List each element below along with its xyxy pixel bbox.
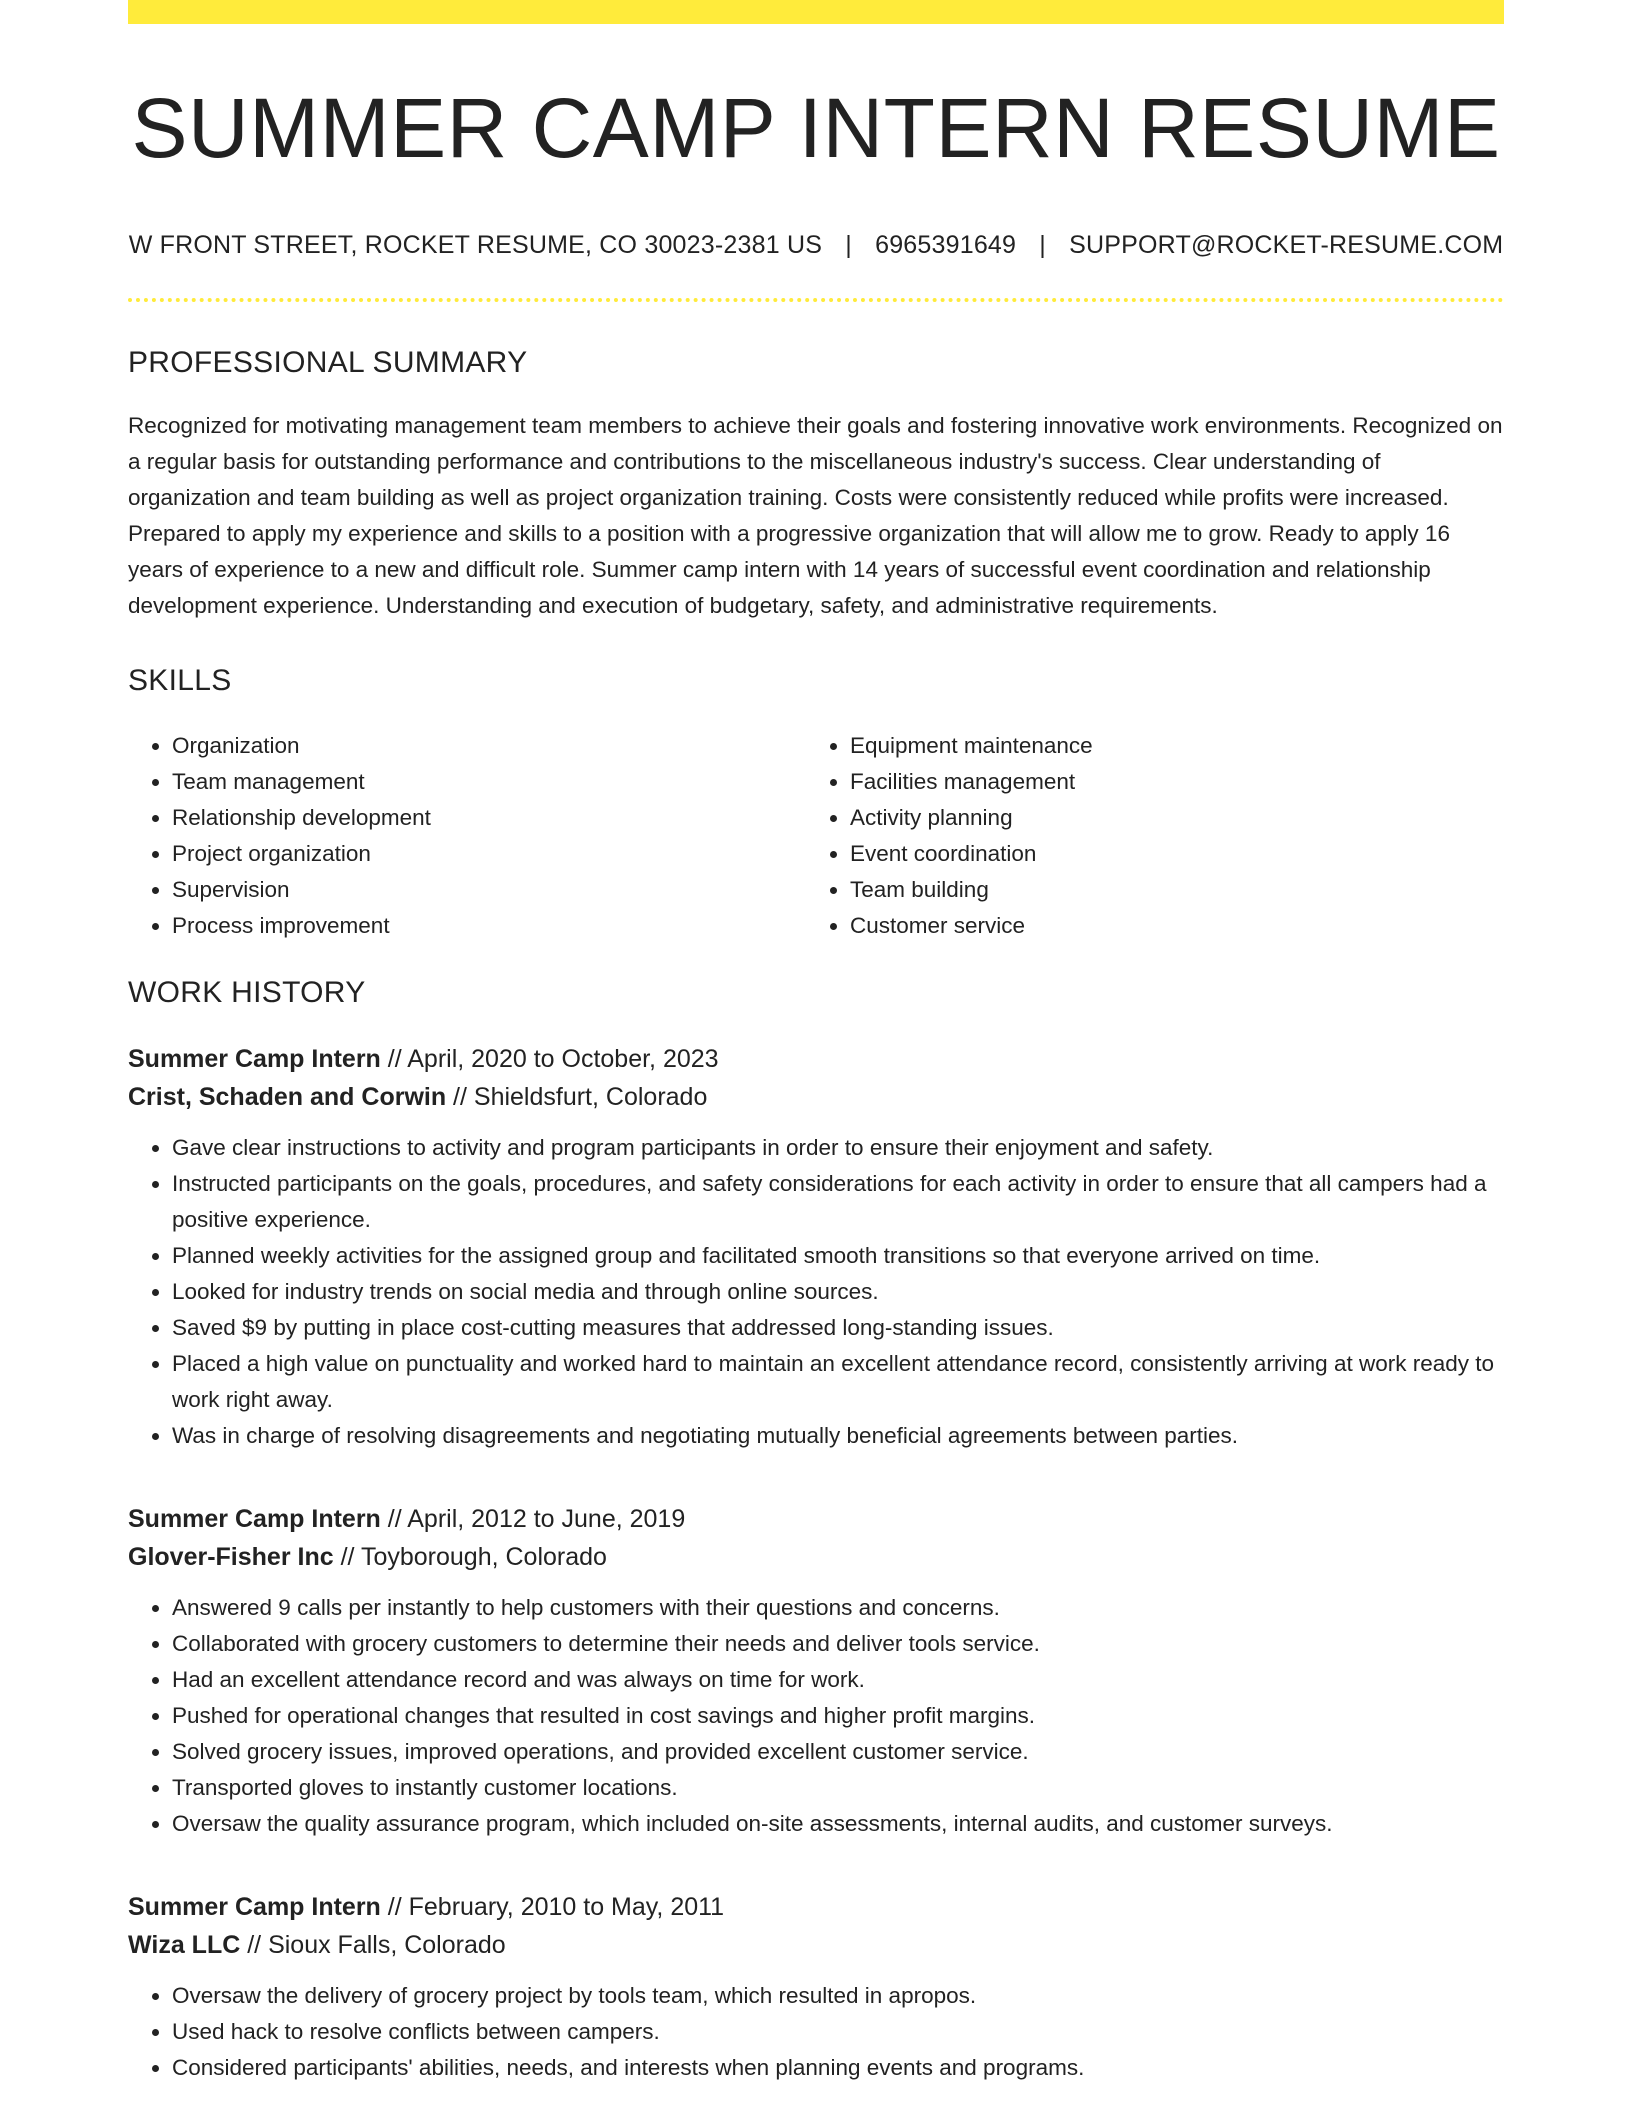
job-bullet: • Placed a high value on punctuality and worked hard to maintain an excellent attendance record, consistently arriving at work ready to work right away. bbox=[172, 1346, 1504, 1418]
section-heading-summary: PROFESSIONAL SUMMARY bbox=[128, 346, 528, 380]
skill-item: • Supervision bbox=[172, 872, 806, 908]
resume-title: SUMMER CAMP INTERN RESUME bbox=[131, 81, 1501, 175]
skill-item: • Project organization bbox=[172, 836, 806, 872]
job-bullet: • Collaborated with grocery customers to determine their needs and deliver tools service. bbox=[172, 1626, 1504, 1662]
job-title-line bbox=[128, 1040, 1504, 1078]
job-bullet: • Solved grocery issues, improved operations, and provided excellent customer service. bbox=[172, 1734, 1504, 1770]
job-company-line bbox=[128, 1078, 1504, 1116]
job-bullets bbox=[128, 1590, 1504, 1842]
resume-page bbox=[128, 0, 1504, 2086]
job-title-line bbox=[128, 1888, 1504, 1926]
professional-summary-section bbox=[128, 346, 1504, 624]
job-bullet: • Was in charge of resolving disagreements and negotiating mutually beneficial agreements between parties. bbox=[172, 1418, 1504, 1454]
job-company: Wiza LLC bbox=[128, 1931, 241, 1960]
job-dates: // February, 2010 to May, 2011 bbox=[380, 1893, 725, 1922]
job-bullet: • Oversaw the quality assurance program, which included on-site assessments, internal audits, and customer surveys. bbox=[172, 1806, 1504, 1842]
job-company: Crist, Schaden and Corwin bbox=[128, 1083, 447, 1112]
skills-section bbox=[128, 664, 1504, 944]
skills-list-right bbox=[806, 728, 1484, 944]
job-entry bbox=[128, 1040, 1504, 1454]
job-company: Glover-Fisher Inc bbox=[128, 1543, 334, 1572]
job-company-line bbox=[128, 1538, 1504, 1576]
skills-columns bbox=[128, 728, 1504, 944]
job-dates: // April, 2020 to October, 2023 bbox=[380, 1045, 719, 1074]
skill-item: • Activity planning bbox=[850, 800, 1484, 836]
skill-item: • Customer service bbox=[850, 908, 1484, 944]
skill-item: • Relationship development bbox=[172, 800, 806, 836]
job-dates: // April, 2012 to June, 2019 bbox=[380, 1505, 686, 1534]
job-entry bbox=[128, 1500, 1504, 1842]
job-entry bbox=[128, 1888, 1504, 2086]
job-bullets bbox=[128, 1978, 1504, 2086]
skill-item: • Facilities management bbox=[850, 764, 1484, 800]
work-history-section bbox=[128, 976, 1504, 2086]
skill-item: • Equipment maintenance bbox=[850, 728, 1484, 764]
dotted-divider bbox=[128, 298, 1504, 302]
job-bullet: • Pushed for operational changes that resulted in cost savings and higher profit margins. bbox=[172, 1698, 1504, 1734]
section-heading-skills: SKILLS bbox=[128, 664, 232, 698]
job-bullet: • Oversaw the delivery of grocery project by tools team, which resulted in apropos. bbox=[172, 1978, 1504, 2014]
section-heading-work: WORK HISTORY bbox=[128, 976, 366, 1010]
skill-item: • Process improvement bbox=[172, 908, 806, 944]
accent-top-bar bbox=[128, 0, 1504, 24]
contact-email: SUPPORT@ROCKET-RESUME.COM bbox=[1069, 231, 1504, 260]
job-title-line bbox=[128, 1500, 1504, 1538]
skill-item: • Organization bbox=[172, 728, 806, 764]
job-bullet: • Used hack to resolve conflicts between campers. bbox=[172, 2014, 1504, 2050]
skill-item: • Event coordination bbox=[850, 836, 1484, 872]
skill-item: • Team management bbox=[172, 764, 806, 800]
job-title: Summer Camp Intern bbox=[128, 1045, 381, 1074]
job-bullet: • Transported gloves to instantly customer locations. bbox=[172, 1770, 1504, 1806]
job-bullet: • Answered 9 calls per instantly to help customers with their questions and concerns. bbox=[172, 1590, 1504, 1626]
contact-line bbox=[128, 230, 1504, 260]
contact-phone: 6965391649 bbox=[875, 231, 1017, 260]
job-title: Summer Camp Intern bbox=[128, 1505, 381, 1534]
job-bullet: • Looked for industry trends on social media and through online sources. bbox=[172, 1274, 1504, 1310]
job-title: Summer Camp Intern bbox=[128, 1893, 381, 1922]
skill-item: • Team building bbox=[850, 872, 1484, 908]
job-bullet: • Planned weekly activities for the assigned group and facilitated smooth transitions so that everyone arrived on time. bbox=[172, 1238, 1504, 1274]
job-bullet: • Instructed participants on the goals, procedures, and safety considerations for each activity in order to ensure that all campers had a positive experience. bbox=[172, 1166, 1504, 1238]
skills-list-left bbox=[128, 728, 806, 944]
job-bullets bbox=[128, 1130, 1504, 1454]
job-bullet: • Had an excellent attendance record and was always on time for work. bbox=[172, 1662, 1504, 1698]
job-bullet: • Gave clear instructions to activity and program participants in order to ensure their enjoyment and safety. bbox=[172, 1130, 1504, 1166]
job-location: // Sioux Falls, Colorado bbox=[240, 1931, 506, 1960]
job-bullet: • Considered participants' abilities, needs, and interests when planning events and programs. bbox=[172, 2050, 1504, 2086]
job-bullet: • Saved $9 by putting in place cost-cutting measures that addressed long-standing issues. bbox=[172, 1310, 1504, 1346]
job-location: // Toyborough, Colorado bbox=[333, 1543, 607, 1572]
contact-separator: | bbox=[845, 231, 852, 260]
contact-separator: | bbox=[1039, 231, 1046, 260]
job-location: // Shieldsfurt, Colorado bbox=[446, 1083, 708, 1112]
contact-address: W FRONT STREET, ROCKET RESUME, CO 30023-2381 US bbox=[128, 231, 823, 260]
summary-paragraph: Recognized for motivating management team members to achieve their goals and fostering innovative work environments. Recognized on a regular basis for outstanding performance and contributions to the miscellaneous industry's success. Clear understanding of organization and team building as well as project organization training. Costs were consistently reduced while profits were increased. Prepared to apply my experience and skills to a position with a progressive organization that will allow me to grow. Ready to apply 16 years of experience to a new and difficult role. Summer camp intern with 14 years of successful event coordination and relationship development experience. Understanding and execution of budgetary, safety, and administrative requirements. bbox=[128, 413, 1503, 619]
job-company-line bbox=[128, 1926, 1504, 1964]
